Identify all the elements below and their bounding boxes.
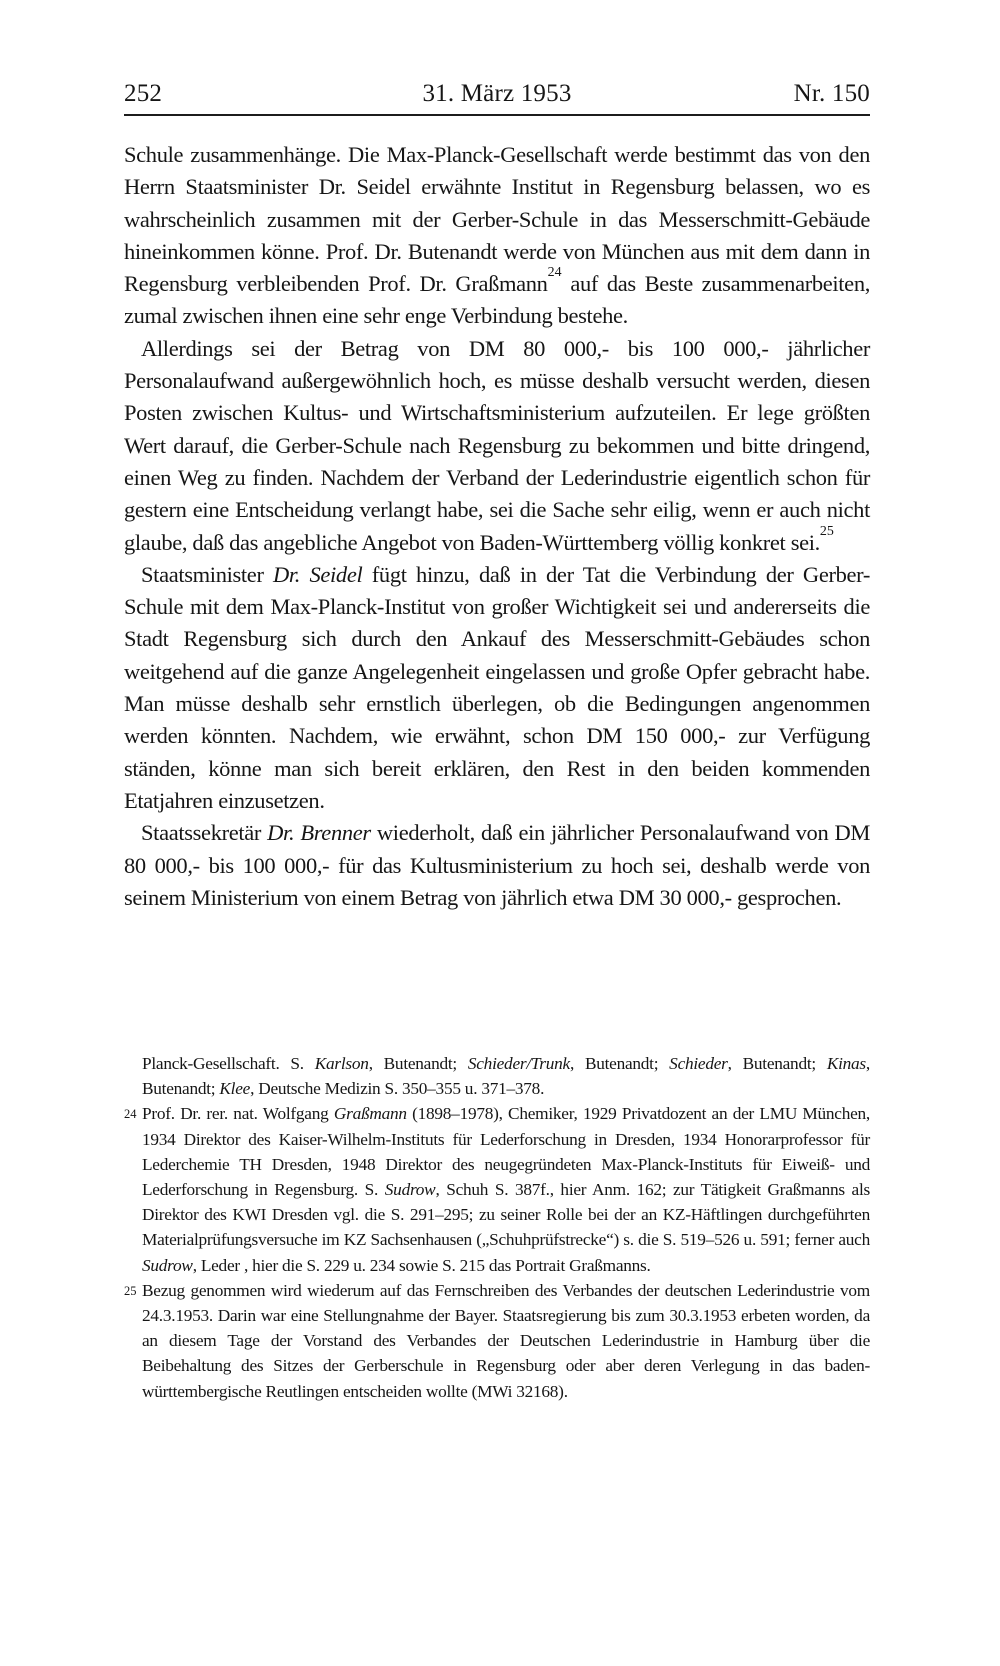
header-date: 31. März 1953	[422, 80, 572, 107]
footnote-marker: 24	[124, 1107, 137, 1122]
footnote	[124, 1101, 870, 1277]
body-paragraph: Allerdings sei der Betrag von DM 80 000,- bis 100 000,- jährlicher Personalaufwand außergewöhnlich hoch, es müsse deshalb versucht werden, diesen Posten zwischen Kultus- und Wirtschaftsministerium aufzuteilen. Er lege größten Wert darauf, die Gerber-Schule nach Regensburg zu bekommen und bitte dringend, einen Weg zu finden. Nachdem der Verband der Lederindustrie eigentlich schon für gestern eine Entscheidung verlangt habe, sei die Sache sehr eilig, wenn er auch nicht glaube, daß das angebliche Angebot von Baden-Württemberg völlig konkret sei.$^{25}$	[124, 335, 870, 555]
footnote-text: Planck-Gesellschaft. S. Karlson, Butenandt; Schieder/Trunk, Butenandt; Schieder, Butenandt; Kinas, Butenandt; Klee, Deutsche Medizin S. 350–355 u. 371–378.	[142, 1054, 870, 1099]
issue-number: Nr. 150	[793, 80, 870, 107]
footnotes-section	[124, 1051, 870, 1404]
page-number: 252	[124, 80, 163, 107]
footnote	[124, 1278, 870, 1404]
body-paragraph: Schule zusammenhänge. Die Max-Planck-Gesellschaft werde bestimmt das von den Herrn Staatsminister Dr. Seidel erwähnte Institut in Regensburg belassen, wo es wahrscheinlich zusammen mit der Gerber-Schule in das Messerschmitt-Gebäude hineinkommen könne. Prof. Dr. Butenandt werde von München aus mit dem dann in Regensburg verbleibenden Prof. Dr. Graßmann$^{24}$ auf das Beste zusammenarbeiten, zumal zwischen ihnen eine sehr enge Verbindung bestehe.	[124, 142, 870, 329]
body-paragraph: Staatssekretär Dr. Brenner wiederholt, daß ein jährlicher Personalaufwand von DM 80 000,- bis 100 000,- für das Kultusministerium zu hoch sei, deshalb werde von seinem Ministerium von einem Betrag von jährlich etwa DM 30 000,- gesprochen.	[124, 820, 871, 910]
footnote-text: Bezug genommen wird wiederum auf das Fernschreiben des Verbandes der deutschen Lederindustrie vom 24.3.1953. Darin war eine Stellungnahme der Bayer. Staatsregierung bis zum 30.3.1953 erbeten worden, da an diesem Tage der Vorstand des Verbandes der Deutschen Lederindustrie in Hamburg über die Beibehaltung des Sitzes der Gerberschule in Regensburg oder aber deren Verlegung in das baden-württembergische Reutlingen entscheiden wollte (MWi 32168).	[142, 1280, 870, 1401]
running-head	[124, 80, 870, 108]
body-paragraph: Staatsminister Dr. Seidel fügt hinzu, daß in der Tat die Verbindung der Gerber-Schule mit dem Max-Planck-Institut von großer Wichtigkeit sei und andererseits die Stadt Regensburg sich durch den Ankauf des Messerschmitt-Gebäudes schon weitgehend auf die ganze Angelegenheit eingelassen und große Opfer gebracht habe. Man müsse deshalb sehr ernstlich überlegen, ob die Bedingungen angenommen werden könnten. Nachdem, wie erwähnt, schon DM 150 000,- zur Verfügung ständen, könne man sich bereit erklären, den Rest in den beiden kommenden Etatjahren einzusetzen.	[124, 561, 870, 813]
footnote	[124, 1051, 870, 1101]
footnote-marker: 25	[124, 1283, 137, 1298]
header-rule	[124, 114, 870, 116]
body-text	[124, 139, 870, 914]
footnote-text: Prof. Dr. rer. nat. Wolfgang Graßmann (1898–1978), Chemiker, 1929 Privatdozent an der LMU München, 1934 Direktor des Kaiser-Wilhelm-Instituts für Lederforschung in Dresden, 1934 Honorarprofessor für Lederchemie TH Dresden, 1948 Direktor des neugegründeten Max-Planck-Instituts für Eiweiß- und Lederforschung in Regensburg. S. Sudrow, Schuh S. 387f., hier Anm. 162; zur Tätigkeit Graßmanns als Direktor des KWI Dresden vgl. die S. 291–295; zu seiner Rolle bei der an KZ-Häftlingen durchgeführten Materialprüfungsversuche im KZ Sachsenhausen („Schuhprüfstrecke“) s. die S. 519–526 u. 591; ferner auch Sudrow, Leder , hier die S. 229 u. 234 sowie S. 215 das Portrait Graßmanns.	[142, 1104, 870, 1275]
